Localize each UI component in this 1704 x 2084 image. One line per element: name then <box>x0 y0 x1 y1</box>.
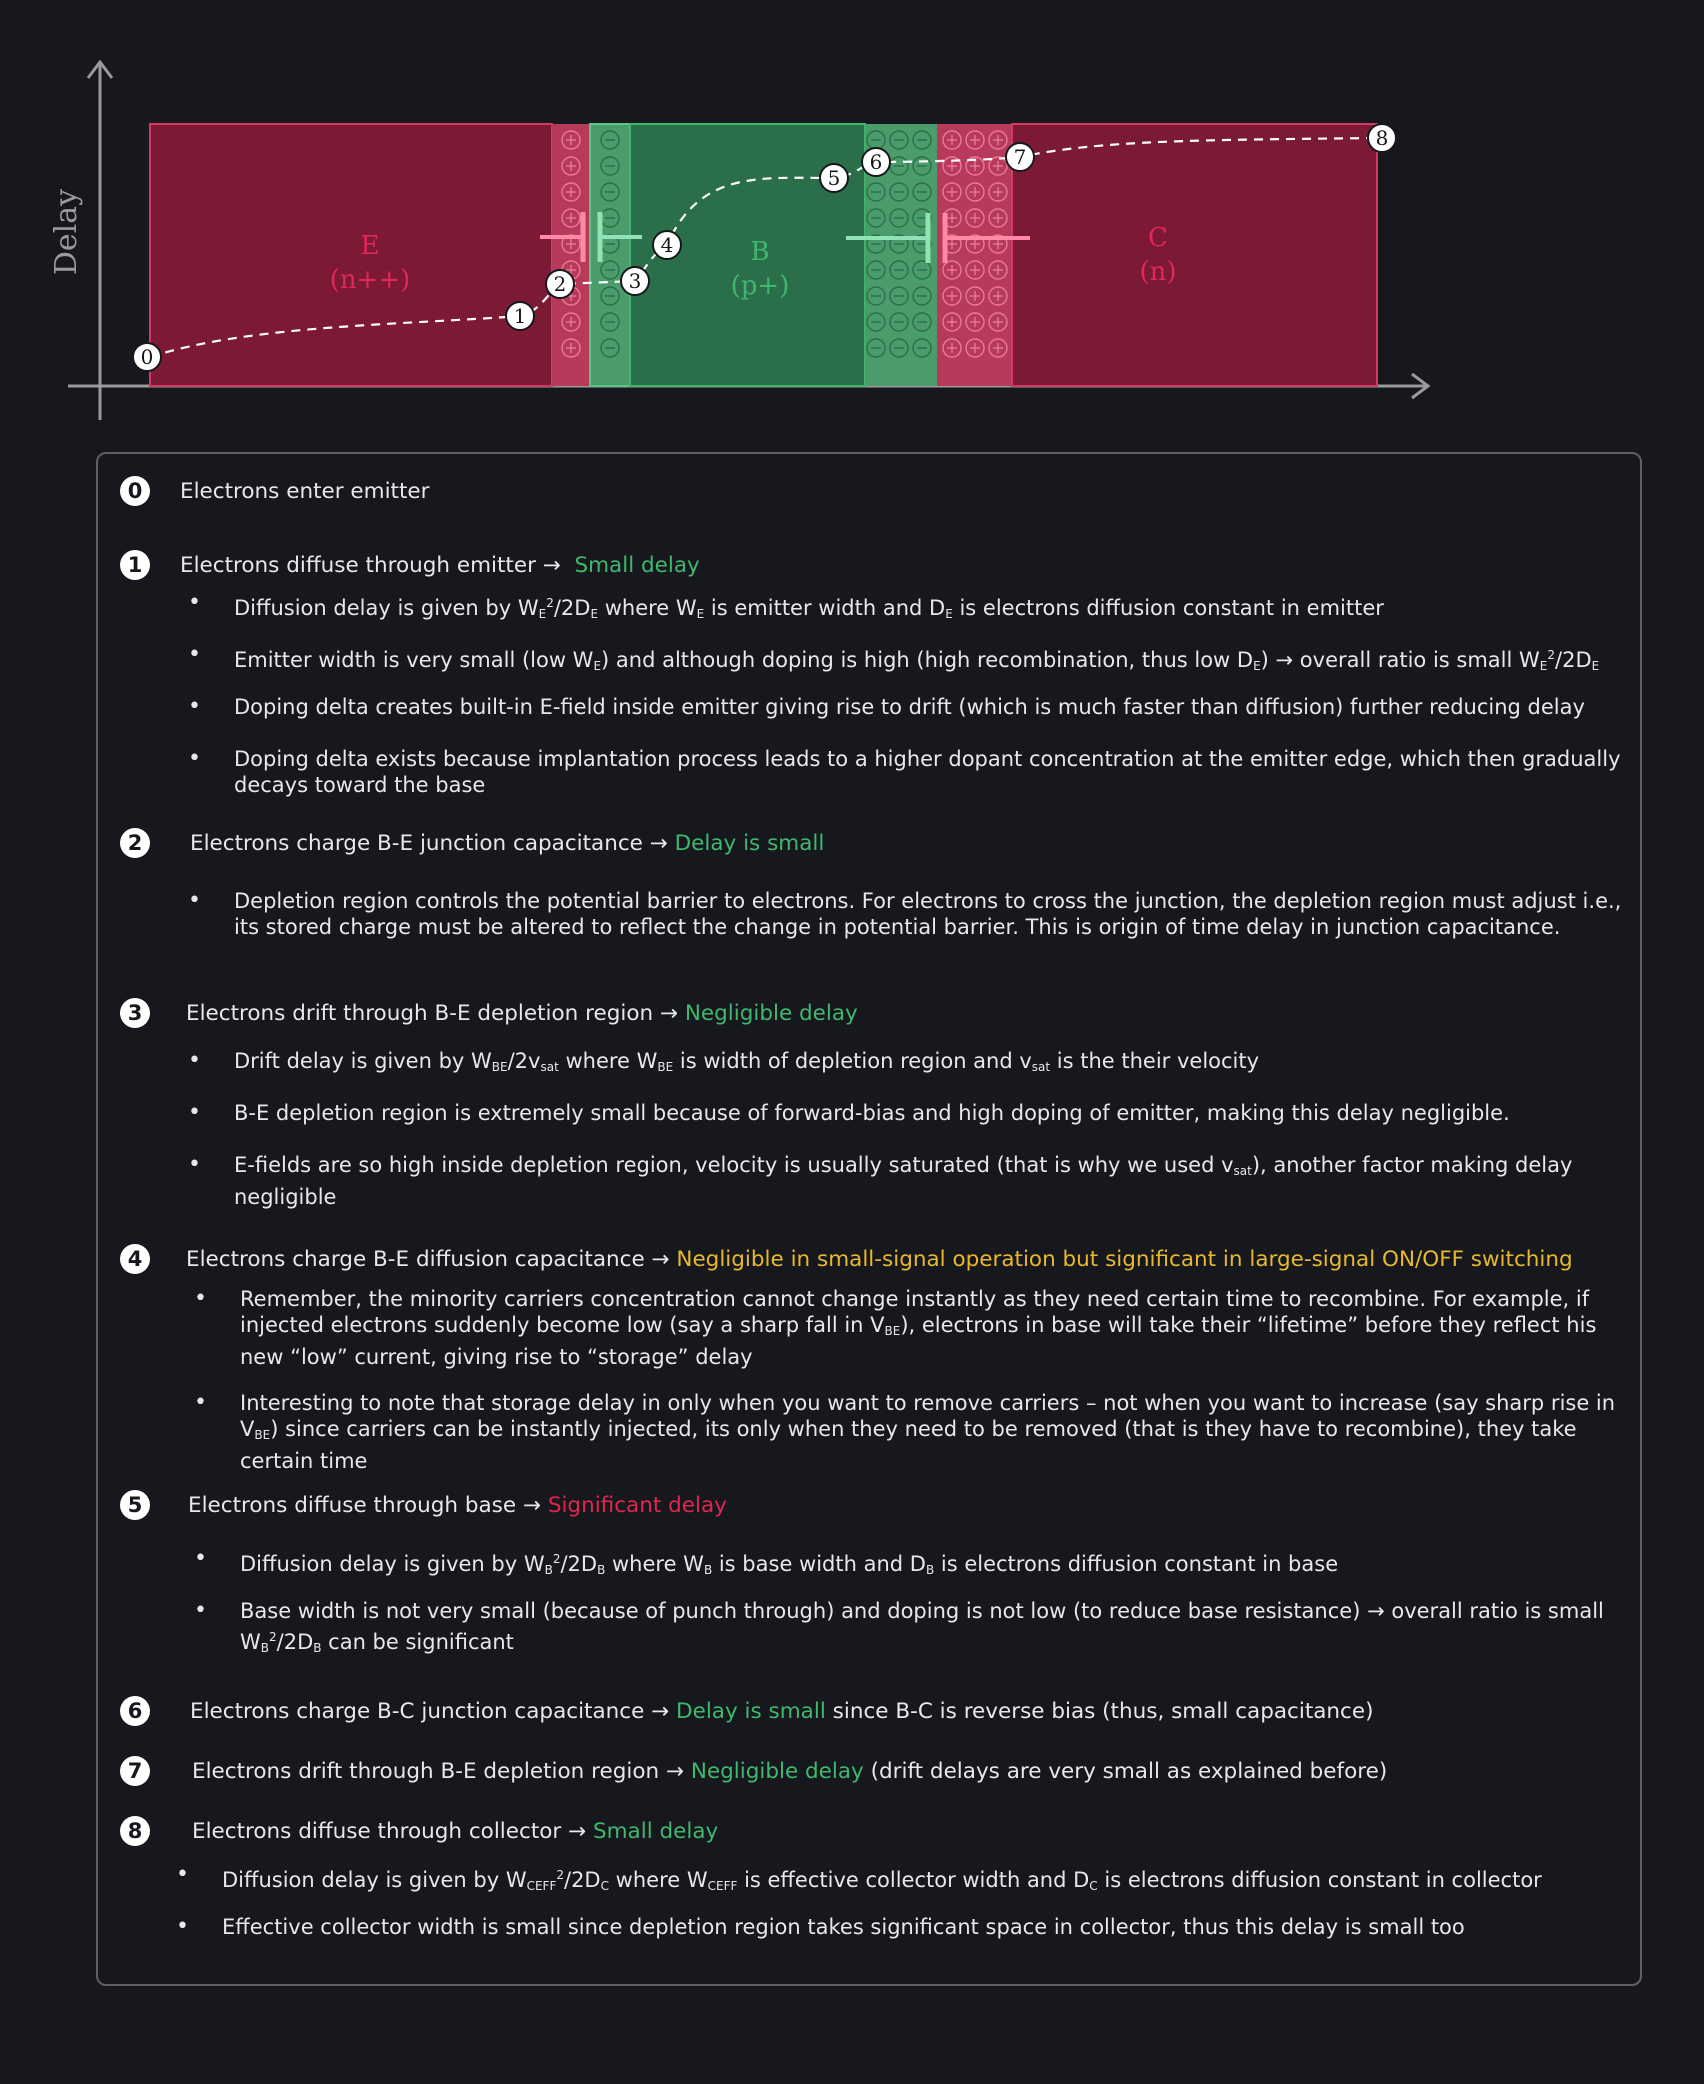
delay-marker-label-5: 5 <box>827 166 841 190</box>
step-8-number: 8 <box>120 1816 150 1846</box>
step-4-bullet-1: • Remember, the minority carriers concentration cannot change instantly as they need certain time to recombine. For example, if injected electrons suddenly become low (say a sharp fall in $V_{BE}$), electrons in base will take their “lifetime” before they reflect his new “low” current, giving rise to “storage” delay <box>194 1286 1597 1369</box>
y-axis-label: Delay <box>49 188 84 276</box>
delay-marker-label-0: 0 <box>140 345 154 369</box>
step-6 <box>120 1696 1374 1726</box>
step-3-bullet-2: • B-E depletion region is extremely small because of forward-bias and high doping of emitter, making this delay negligible. <box>188 1100 1510 1125</box>
step-1-bullet-3: • Doping delta creates built-in E-field inside emitter giving rise to drift (which is much faster than diffusion) further reducing delay <box>188 694 1585 719</box>
step-8-text: Electrons diffuse through collector → <box>192 1818 587 1844</box>
collector-doping: (n) <box>1139 257 1177 287</box>
step-3 <box>120 998 858 1028</box>
step-6-tail: since B-C is reverse bias (thus, small capacitance) <box>832 1698 1374 1724</box>
step-7-highlight: Negligible delay <box>690 1758 864 1784</box>
step-6-number: 6 <box>120 1696 150 1726</box>
step-3-number: 3 <box>120 998 150 1028</box>
step-1-number: 1 <box>120 550 150 580</box>
step-5-text: Electrons diffuse through base → <box>188 1492 541 1518</box>
delay-marker-label-3: 3 <box>628 269 642 293</box>
emitter-doping: (n++) <box>329 265 411 295</box>
step-5-bullet-2: • Base width is not very small (because of punch through) and doping is not low (to reduce base resistance) → overall ratio is small $W_B^2/2D_B$ can be significant <box>194 1598 1604 1655</box>
step-2 <box>120 828 824 858</box>
step-6-highlight: Delay is small <box>676 1698 826 1724</box>
step-7-tail: (drift delays are very small as explained before) <box>870 1758 1388 1784</box>
step-4-number: 4 <box>120 1244 150 1274</box>
step-4-text: Electrons charge B-E diffusion capacitance → <box>186 1246 670 1272</box>
step-6-text: Electrons charge B-C junction capacitance → <box>190 1698 670 1724</box>
step-5 <box>120 1490 727 1520</box>
step-1 <box>120 550 700 580</box>
step-1-text: Electrons diffuse through emitter → <box>180 552 561 578</box>
delay-marker-label-6: 6 <box>869 150 883 174</box>
delay-marker-label-8: 8 <box>1375 126 1389 150</box>
step-3-bullet-1: • Drift delay is given by $W_{BE}/2v_{sat}$ where $W_{BE}$ is width of depletion region and $v_{sat}$ is the their velocity <box>188 1048 1260 1074</box>
step-7-text: Electrons drift through B-E depletion region → <box>192 1758 684 1784</box>
emitter-name: E <box>360 231 380 261</box>
step-0-number: 0 <box>120 476 150 506</box>
delay-marker-label-4: 4 <box>660 233 674 257</box>
step-8-bullet-2: • Effective collector width is small since depletion region takes significant space in collector, thus this delay is small too <box>176 1914 1465 1939</box>
delay-marker-label-1: 1 <box>513 304 527 328</box>
collector-name: C <box>1148 223 1168 253</box>
step-0-text: Electrons enter emitter <box>180 478 430 504</box>
step-1-bullet-1: • Diffusion delay is given by $W_E^2/2D_E$ where $W_E$ is emitter width and $D_E$ is electrons diffusion constant in emitter <box>188 590 1384 621</box>
step-8 <box>120 1816 718 1846</box>
step-2-text: Electrons charge B-E junction capacitance → <box>190 830 668 856</box>
step-3-text: Electrons drift through B-E depletion region → <box>186 1000 678 1026</box>
step-3-bullet-3: • E-fields are so high inside depletion region, velocity is usually saturated (that is why we used $v_{sat}$), another factor making delay negligible <box>188 1152 1573 1209</box>
step-3-highlight: Negligible delay <box>684 1000 858 1026</box>
step-2-number: 2 <box>120 828 150 858</box>
step-4 <box>120 1244 1573 1274</box>
step-1-highlight: Small delay <box>574 552 700 578</box>
collector-region <box>1012 124 1377 386</box>
step-4-highlight: Negligible in small-signal operation but significant in large-signal ON/OFF switching <box>676 1246 1573 1272</box>
be-depletion-negative <box>590 124 630 386</box>
step-1-bullet-4: • Doping delta exists because implantation process leads to a higher dopant concentration at the emitter edge, which then gradually decays toward the base <box>188 746 1621 797</box>
delay-marker-label-7: 7 <box>1013 145 1027 169</box>
emitter-region <box>150 124 552 386</box>
step-5-highlight: Significant delay <box>547 1492 727 1518</box>
step-0 <box>120 476 429 506</box>
base-doping: (p+) <box>730 271 790 301</box>
step-2-bullet-1: • Depletion region controls the potential barrier to electrons. For electrons to cross the junction, the depletion region must adjust i.e., its stored charge must be altered to reflect the change in potential barrier. This is origin of time delay in junction capacitance. <box>188 888 1622 939</box>
step-5-number: 5 <box>120 1490 150 1520</box>
step-8-bullet-1: • Diffusion delay is given by $W_{CEFF}^2/2D_C$ where $W_{CEFF}$ is effective collector width and $D_C$ is electrons diffusion constant in collector <box>176 1862 1542 1893</box>
delay-marker-label-2: 2 <box>553 272 567 296</box>
step-1-bullet-2: • Emitter width is very small (low $W_E$) and although doping is high (high recombination, thus low $D_E$) → overall ratio is small $W_E^2/2D_E$ <box>188 642 1600 673</box>
step-8-highlight: Small delay <box>592 1818 719 1844</box>
step-5-bullet-1: • Diffusion delay is given by $W_B^2/2D_B$ where $W_B$ is base width and $D_B$ is electrons diffusion constant in base <box>194 1546 1339 1577</box>
step-2-highlight: Delay is small <box>674 830 825 856</box>
base-name: B <box>750 237 770 267</box>
step-7-number: 7 <box>120 1756 150 1786</box>
step-4-bullet-2: • Interesting to note that storage delay in only when you want to remove carriers – not when you want to increase (say sharp rise in $V_{BE}$) since carriers can be instantly injected, its only when they need to be removed (that is they have to recombine), they take certain time <box>194 1390 1616 1473</box>
bjt-delay-diagram <box>0 0 1460 440</box>
step-7 <box>120 1756 1387 1786</box>
